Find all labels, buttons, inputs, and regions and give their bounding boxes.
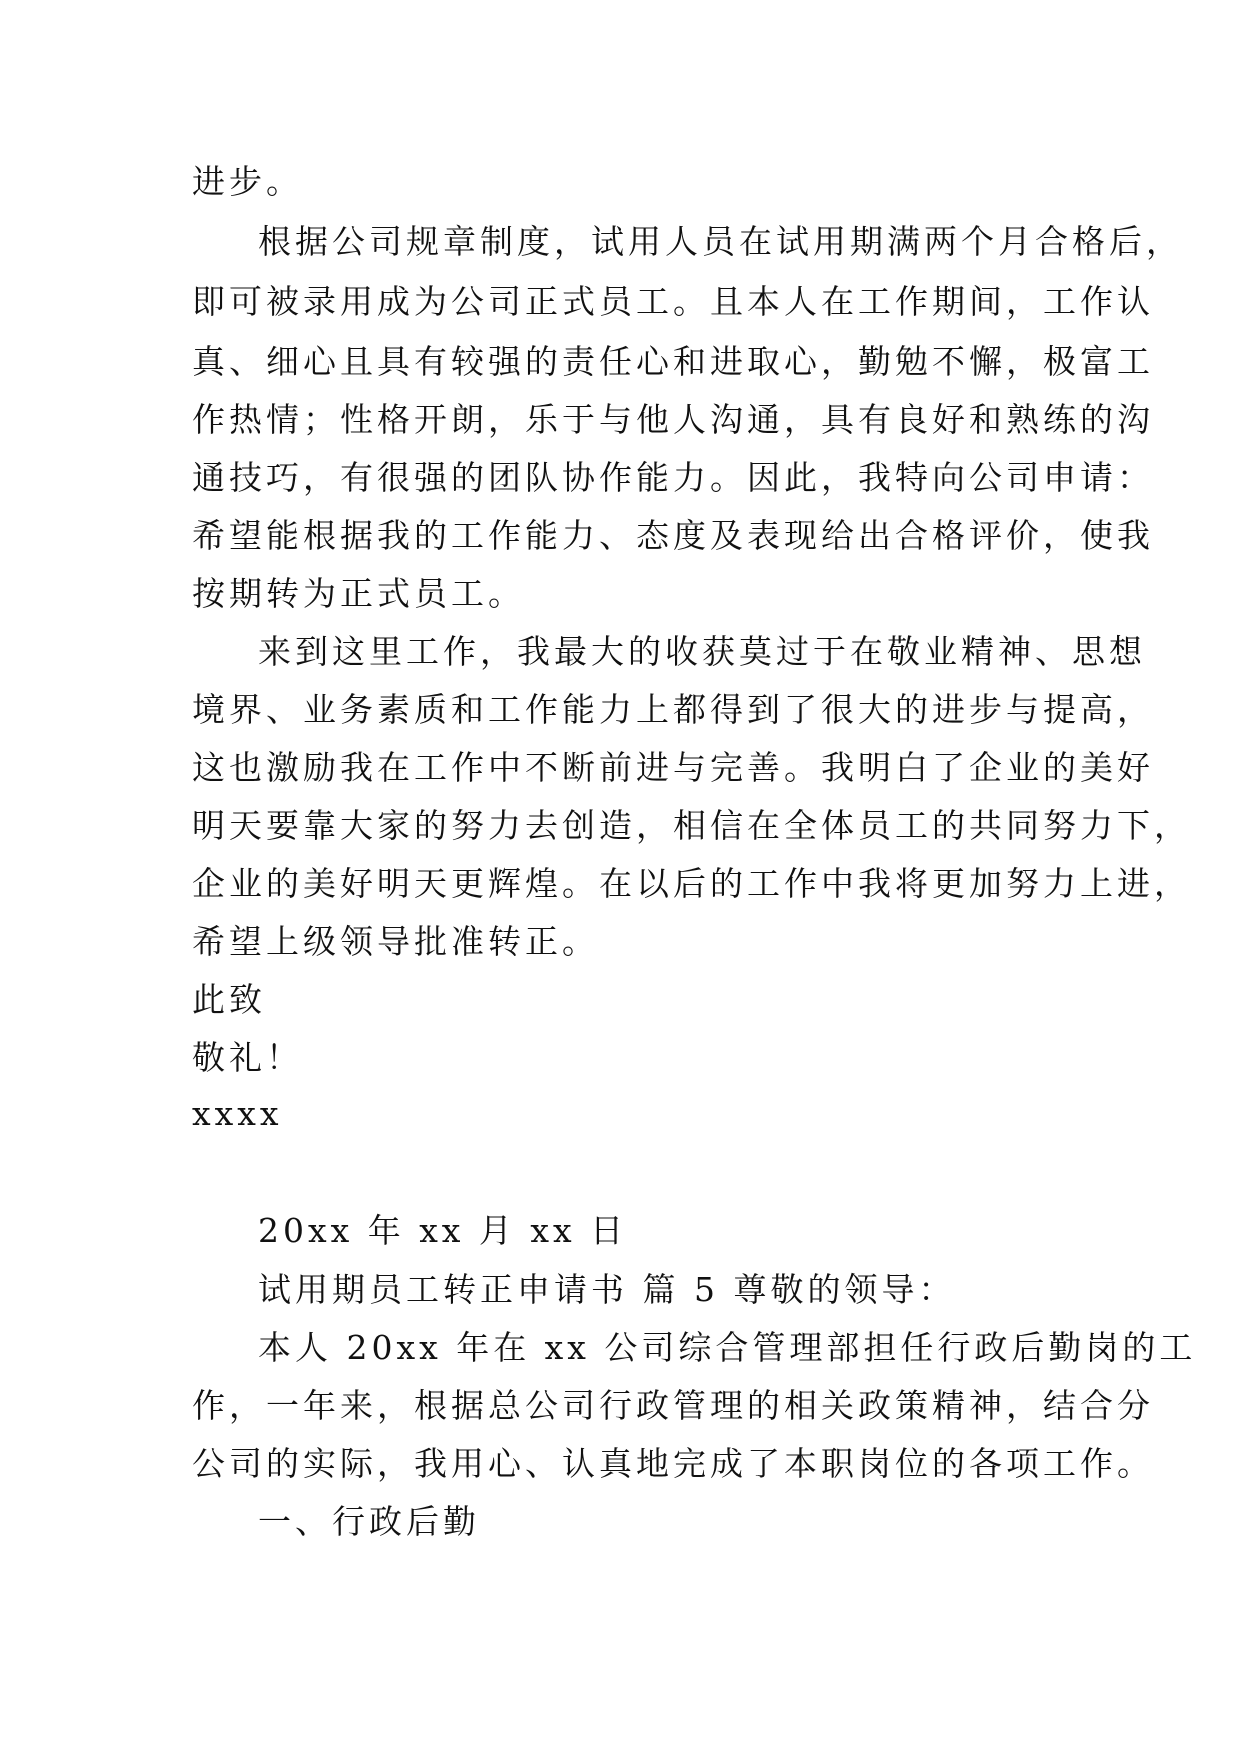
text-line-5: 作热情；性格开朗，乐于与他人沟通，具有良好和熟练的沟: [192, 400, 1154, 439]
salutation-line: 敬礼！: [192, 1038, 303, 1077]
text-line-14: 希望上级领导批准转正。: [192, 922, 599, 961]
text-line-20: 本人 20xx 年在 xx 公司综合管理部担任行政后勤岗的工: [258, 1328, 1197, 1367]
text-line-2: 根据公司规章制度，试用人员在试用期满两个月合格后，: [258, 222, 1183, 261]
text-line-6: 通技巧，有很强的团队协作能力。因此，我特向公司申请：: [192, 458, 1154, 497]
heading-line: 试用期员工转正申请书 篇 5 尊敬的领导：: [258, 1270, 956, 1309]
text-line-21: 作，一年来，根据总公司行政管理的相关政策精神，结合分: [192, 1386, 1154, 1425]
text-line-13: 企业的美好明天更辉煌。在以后的工作中我将更加努力上进，: [192, 864, 1191, 903]
text-line-22: 公司的实际，我用心、认真地完成了本职岗位的各项工作。: [192, 1444, 1154, 1483]
section-heading: 一、行政后勤: [258, 1502, 480, 1541]
text-line-12: 明天要靠大家的努力去创造，相信在全体员工的共同努力下，: [192, 806, 1191, 845]
text-line-1: 进步。: [192, 162, 303, 201]
text-line-11: 这也激励我在工作中不断前进与完善。我明白了企业的美好: [192, 748, 1154, 787]
text-line-8: 按期转为正式员工。: [192, 574, 525, 613]
text-line-10: 境界、业务素质和工作能力上都得到了很大的进步与提高，: [192, 690, 1154, 729]
text-line-3: 即可被录用成为公司正式员工。且本人在工作期间，工作认: [192, 282, 1154, 321]
date-line: 20xx 年 xx 月 xx 日: [258, 1211, 628, 1250]
text-line-7: 希望能根据我的工作能力、态度及表现给出合格评价，使我: [192, 516, 1154, 555]
text-line-4: 真、细心且具有较强的责任心和进取心，勤勉不懈，极富工: [192, 342, 1154, 381]
signature-line: xxxx: [192, 1094, 283, 1133]
closing-line: 此致: [192, 980, 266, 1019]
text-line-9: 来到这里工作，我最大的收获莫过于在敬业精神、思想: [258, 632, 1146, 671]
